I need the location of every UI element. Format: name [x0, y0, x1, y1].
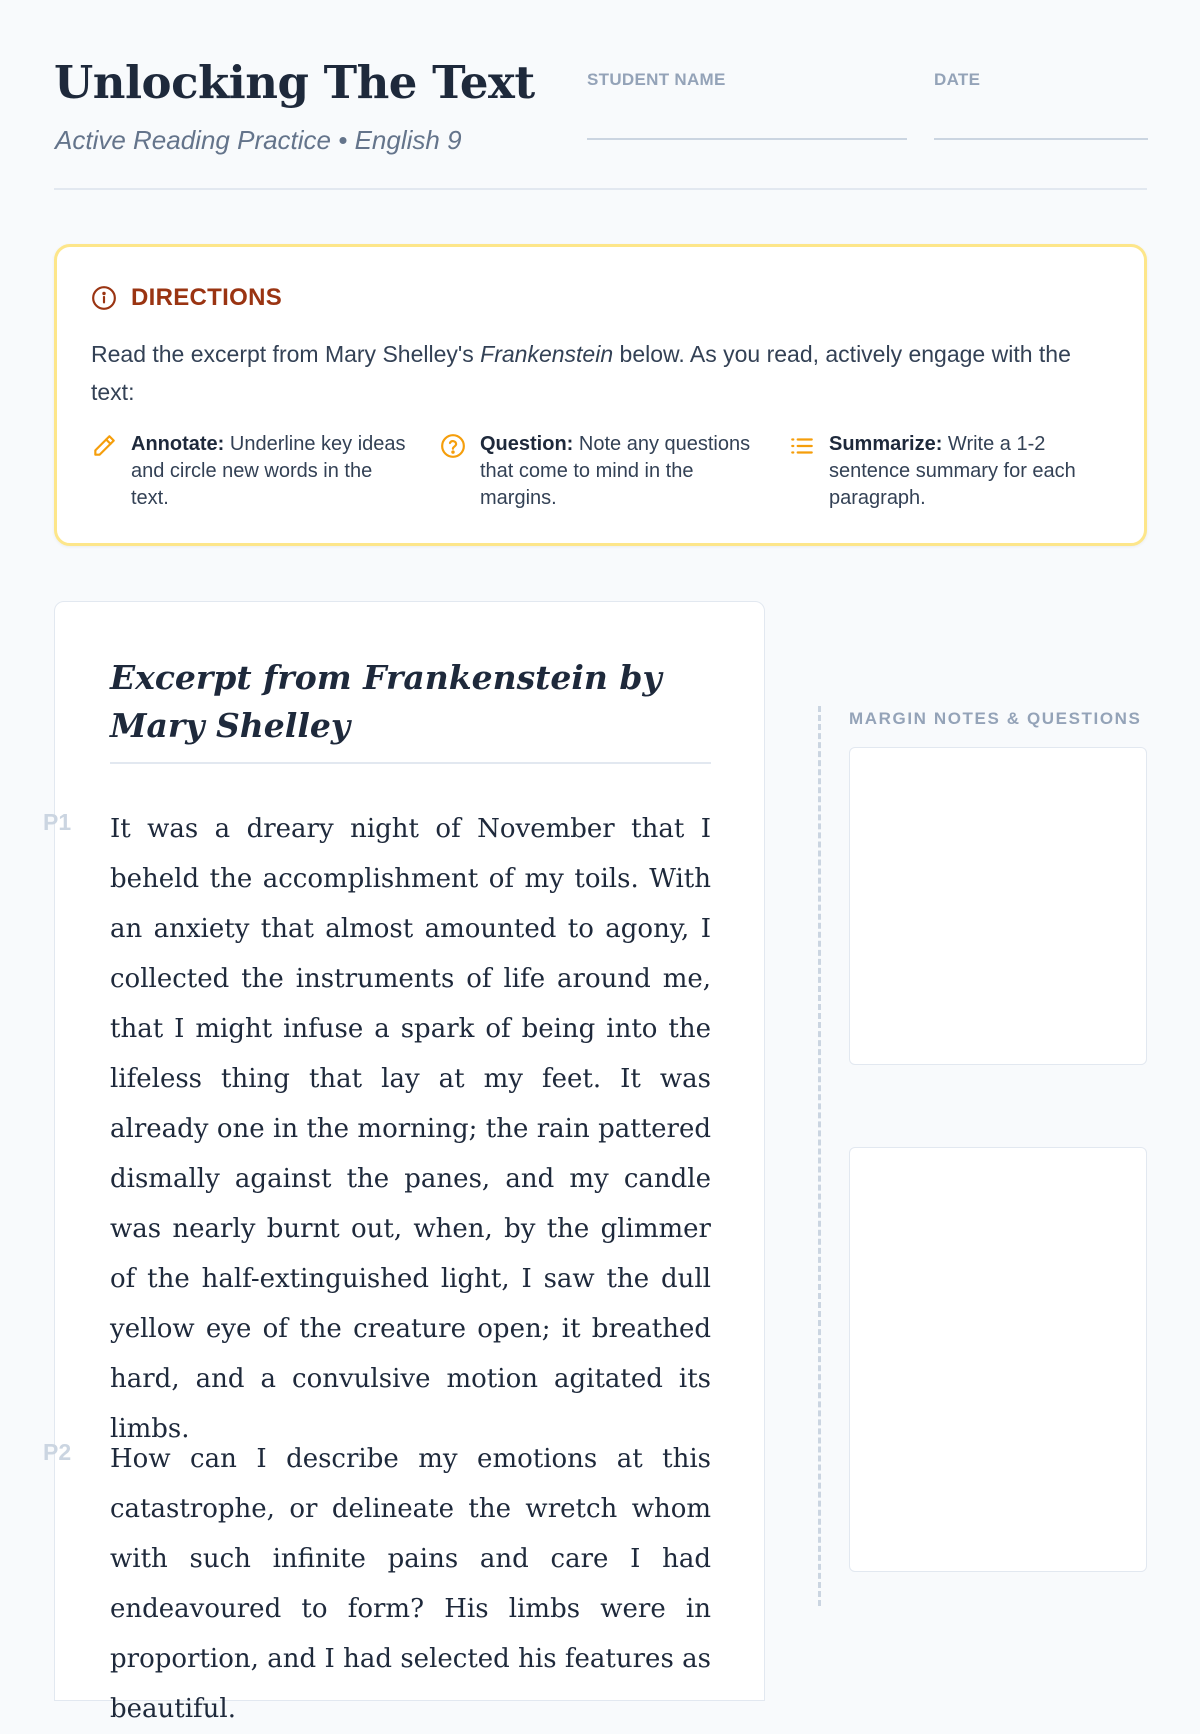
- step-annotate-text: Annotate: Underline key ideas and circle new words in the text.: [131, 433, 406, 509]
- worksheet-header: [54, 52, 1147, 190]
- excerpt-title: Excerpt from Frankenstein by Mary Shelley: [110, 658, 662, 745]
- margin-notes-label: MARGIN NOTES & QUESTIONS: [849, 709, 1142, 728]
- directions-intro: Read the excerpt from Mary Shelley's Frankenstein below. As you read, actively engage with the text:: [91, 341, 1071, 405]
- student-name-label: STUDENT NAME: [587, 70, 726, 89]
- directions-title: DIRECTIONS: [131, 284, 283, 311]
- excerpt-divider: [110, 762, 711, 764]
- list-icon: [789, 433, 815, 459]
- book-title: Frankenstein: [480, 341, 614, 367]
- info-icon: [91, 285, 117, 311]
- paragraph-number: P1: [43, 809, 72, 835]
- directions-box: [54, 244, 1147, 546]
- date-label: DATE: [934, 70, 981, 89]
- step-summarize-text: Summarize: Write a 1-2 sentence summary for each paragraph.: [829, 433, 1076, 509]
- pencil-icon: [91, 433, 117, 459]
- paragraph-1[interactable]: It was a dreary night of November that I beheld the accomplishment of my toils. With an anxiety that almost amounted to agony, I collected the instruments of life around me, that I might infuse a spark of being into the lifeless thing that lay at my feet. It was already one in the morning; the rain pattered dismally against the panes, and my candle was nearly burnt out, when, by the glimmer of the half-extinguished light, I saw the dull yellow eye of the creature open; it breathed hard, and a convulsive motion agitated its limbs.: [110, 814, 711, 1444]
- paragraph-2[interactable]: How can I describe my emotions at this catastrophe, or delineate the wretch whom with such infinite pains and care I had endeavoured to form? His limbs were in proportion, and I had selected his features as beautiful.: [110, 1444, 711, 1724]
- step-question-text: Question: Note any questions that come to mind in the margins.: [480, 433, 751, 509]
- directions-heading: [91, 284, 282, 312]
- paragraph-number: P2: [43, 1439, 72, 1465]
- date-field[interactable]: [934, 70, 1148, 90]
- question-circle-icon: [440, 433, 466, 459]
- date-line[interactable]: [934, 138, 1148, 140]
- margin-note-box-p1[interactable]: [849, 747, 1147, 1065]
- margin-note-box-p2[interactable]: [849, 1147, 1147, 1572]
- directions-steps: [91, 431, 1121, 521]
- margin-divider: [818, 706, 821, 1606]
- student-name-line[interactable]: [587, 138, 907, 140]
- page-title: Unlocking The Text: [54, 56, 535, 109]
- page-subtitle: Active Reading Practice • English 9: [55, 125, 462, 155]
- reading-card: [43, 601, 765, 1724]
- student-name-field[interactable]: [587, 70, 907, 90]
